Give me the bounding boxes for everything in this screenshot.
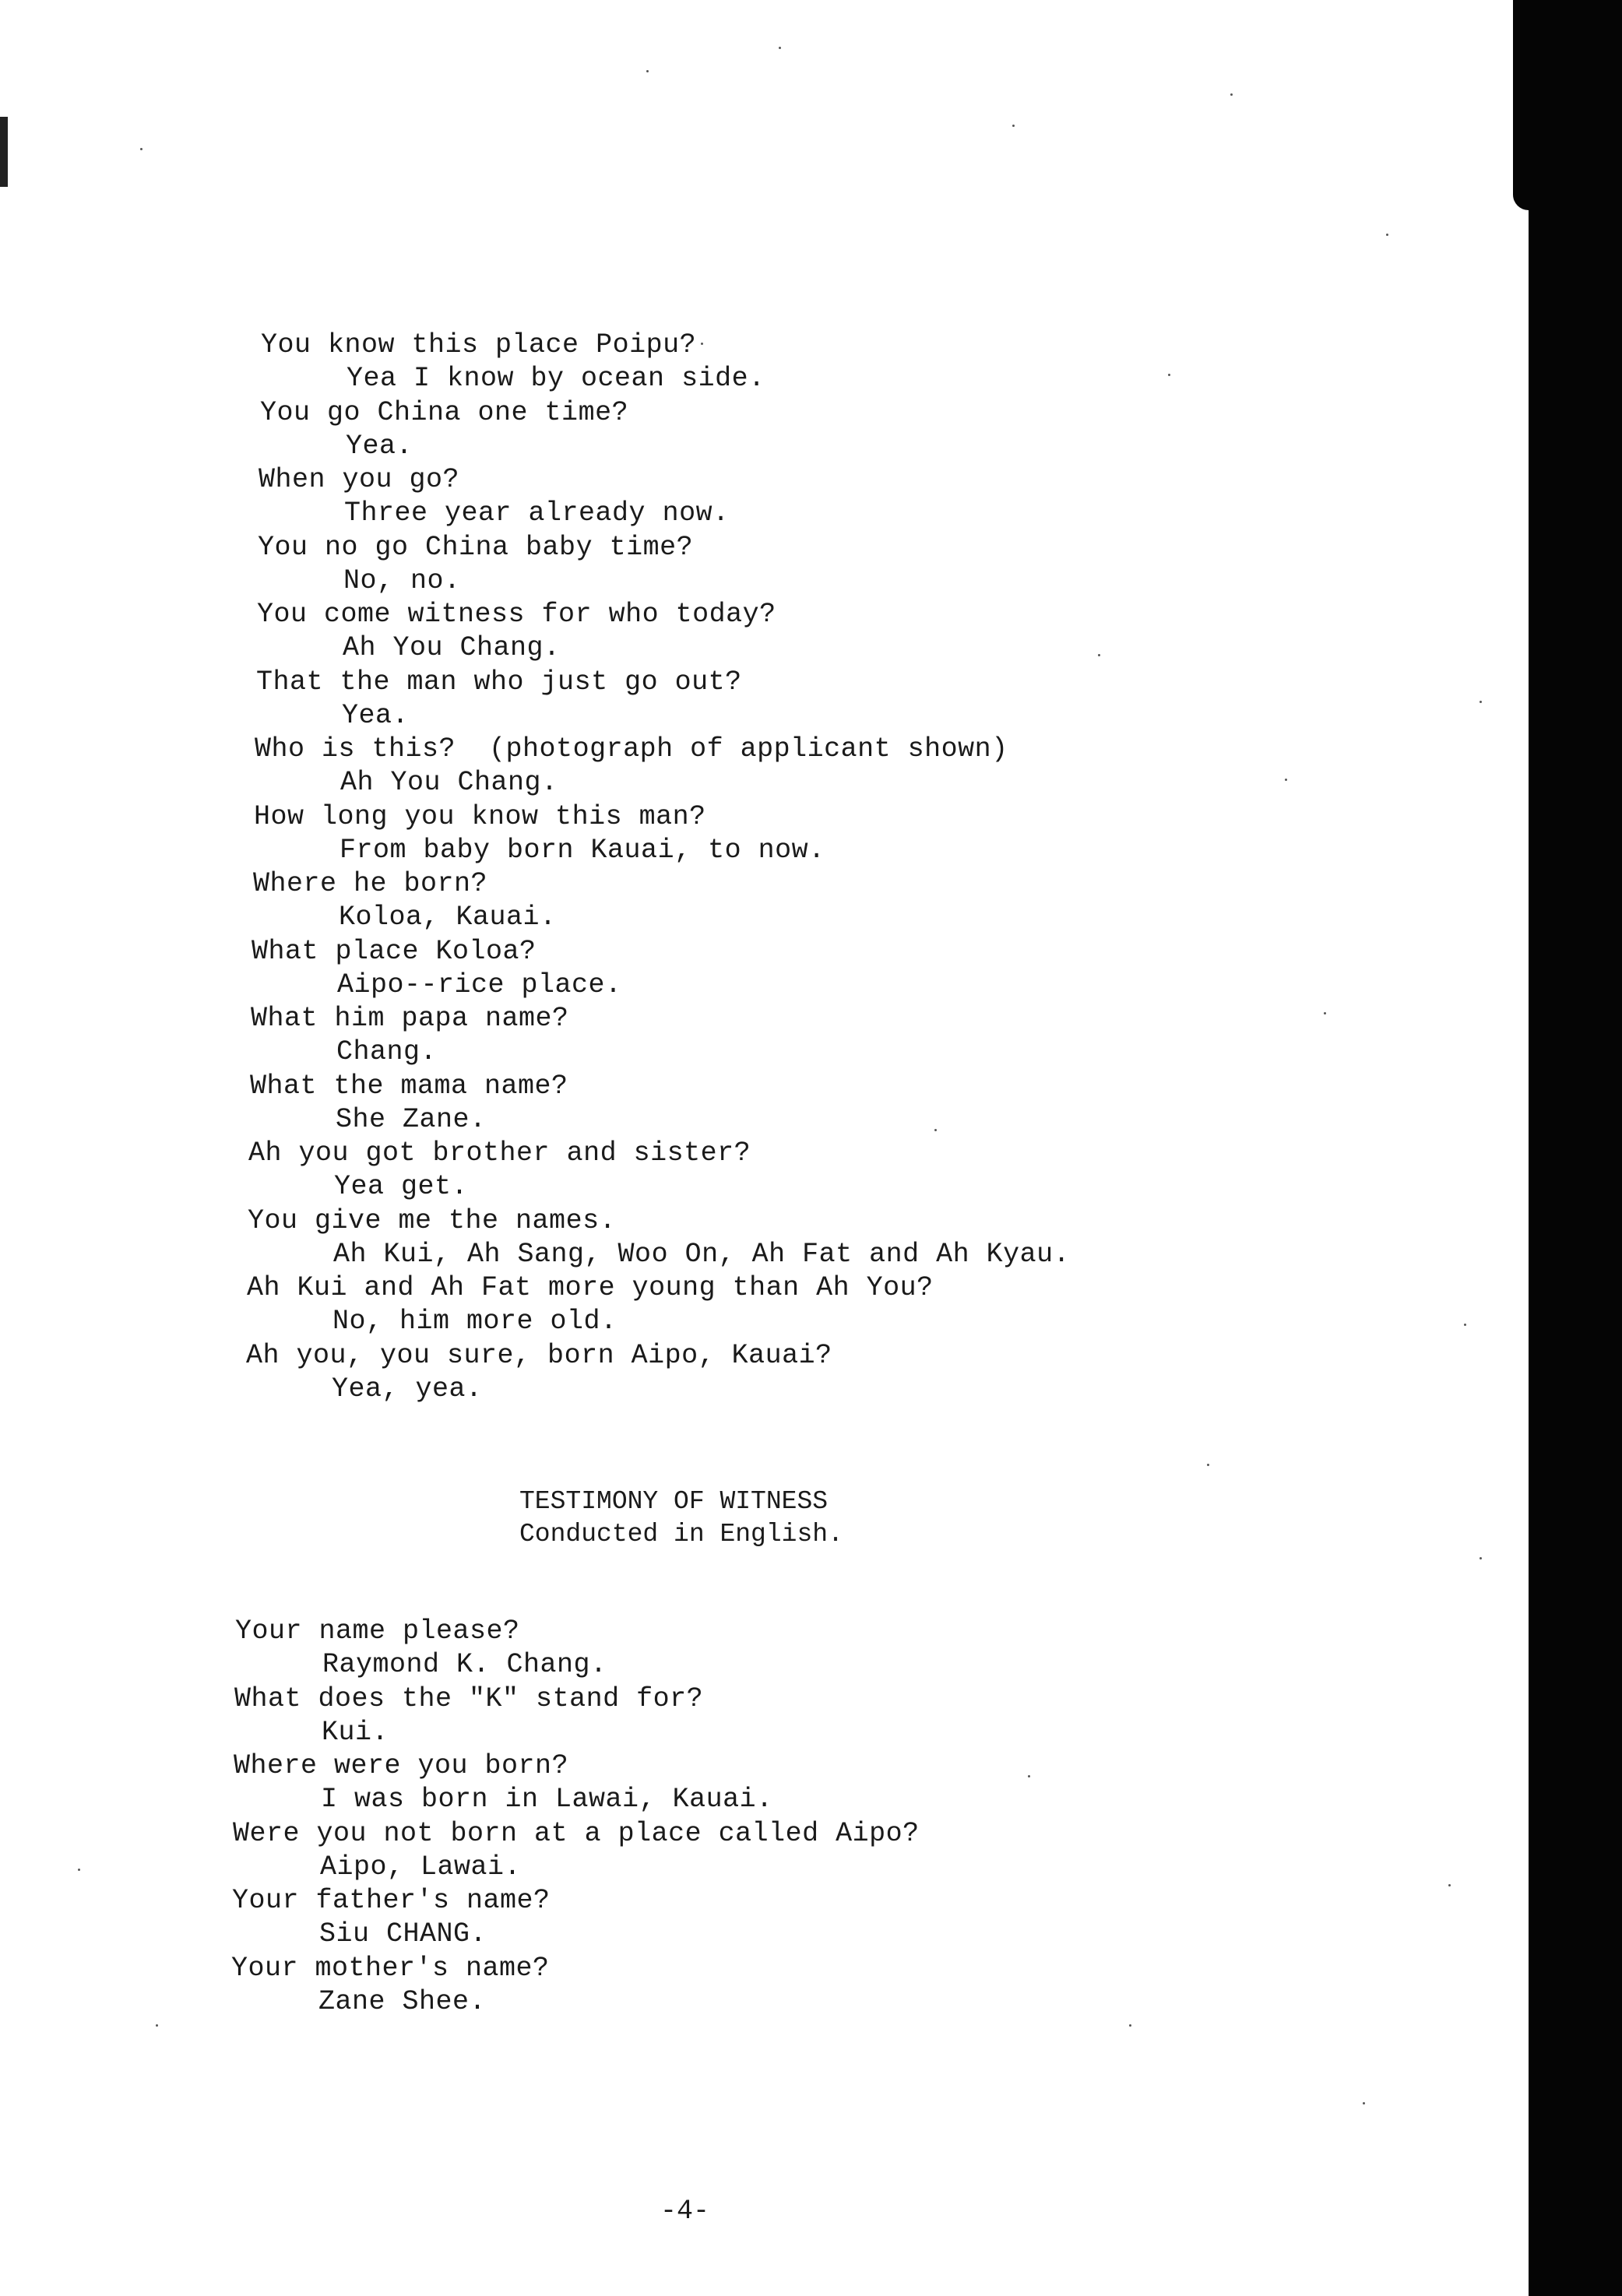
section-heading: TESTIMONY OF WITNESS bbox=[519, 1487, 829, 1516]
scan-speck bbox=[646, 70, 649, 72]
answer-line: From baby born Kauai, to now. bbox=[340, 834, 825, 866]
question-line: Were you not born at a place called Aipo? bbox=[233, 1817, 920, 1849]
scan-edge-left bbox=[0, 117, 8, 187]
answer-line: Koloa, Kauai. bbox=[339, 902, 557, 933]
question-line: What him papa name? bbox=[251, 1003, 569, 1034]
question-line: Your father's name? bbox=[232, 1885, 551, 1916]
scan-speck bbox=[701, 343, 703, 345]
answer-line: Aipo, Lawai. bbox=[320, 1851, 522, 1883]
question-line: That the man who just go out? bbox=[256, 666, 742, 698]
answer-line: Siu CHANG. bbox=[319, 1918, 487, 1950]
answer-line: Aipo--rice place. bbox=[337, 969, 622, 1000]
scan-speck bbox=[1129, 2024, 1131, 2027]
answer-line: No, him more old. bbox=[332, 1306, 617, 1337]
question-line: Ah Kui and Ah Fat more young than Ah You? bbox=[247, 1272, 934, 1303]
question-line: When you go? bbox=[259, 464, 460, 495]
scan-speck bbox=[1230, 93, 1233, 96]
answer-line: Yea get. bbox=[334, 1171, 469, 1202]
answer-line: Yea. bbox=[346, 430, 413, 462]
scan-speck bbox=[1448, 1884, 1451, 1886]
scan-speck bbox=[140, 148, 142, 150]
scan-speck bbox=[1012, 125, 1015, 127]
scan-speck bbox=[1464, 1324, 1466, 1326]
scan-speck bbox=[1168, 374, 1170, 376]
scan-speck bbox=[156, 2024, 158, 2027]
scan-speck bbox=[1207, 1464, 1209, 1466]
answer-line: I was born in Lawai, Kauai. bbox=[321, 1784, 773, 1815]
scan-speck bbox=[934, 1129, 937, 1131]
answer-line: Raymond K. Chang. bbox=[322, 1649, 607, 1680]
scan-edge-right bbox=[1529, 0, 1622, 2296]
scan-speck bbox=[1324, 1012, 1326, 1014]
scan-speck bbox=[78, 1869, 80, 1871]
scan-speck bbox=[1028, 1775, 1030, 1777]
scan-speck bbox=[1480, 701, 1482, 703]
question-line: Your name please? bbox=[235, 1616, 520, 1647]
question-line: You give me the names. bbox=[248, 1204, 617, 1236]
question-line: Who is this? (photograph of applicant shown) bbox=[255, 733, 1008, 765]
scan-speck bbox=[1363, 2102, 1365, 2104]
answer-line: She Zane. bbox=[336, 1103, 487, 1135]
answer-line: Ah Kui, Ah Sang, Woo On, Ah Fat and Ah Kyau. bbox=[333, 1238, 1071, 1270]
answer-line: No, no. bbox=[343, 564, 461, 596]
scan-speck bbox=[1285, 779, 1287, 781]
answer-line: Kui. bbox=[322, 1716, 389, 1748]
scan-speck bbox=[1098, 654, 1100, 656]
question-line: What place Koloa? bbox=[252, 935, 537, 967]
question-line: Where were you born? bbox=[234, 1750, 569, 1781]
question-line: You go China one time? bbox=[260, 396, 629, 428]
answer-line: Yea, yea. bbox=[332, 1373, 483, 1405]
answer-line: Ah You Chang. bbox=[343, 632, 561, 663]
page-number: -4- bbox=[660, 2196, 710, 2227]
answer-line: Zane Shee. bbox=[318, 1985, 487, 2017]
section-subheading: Conducted in English. bbox=[519, 1520, 843, 1549]
question-line: Where he born? bbox=[253, 868, 488, 899]
question-line: What does the "K" stand for? bbox=[234, 1682, 704, 1714]
question-line: You come witness for who today? bbox=[257, 599, 776, 630]
question-line: Your mother's name? bbox=[231, 1952, 550, 1984]
answer-line: Three year already now. bbox=[344, 498, 730, 529]
scan-edge-notch bbox=[1513, 0, 1529, 210]
answer-line: Chang. bbox=[336, 1036, 438, 1067]
scan-speck bbox=[779, 47, 781, 49]
question-line: Ah you, you sure, born Aipo, Kauai? bbox=[246, 1339, 832, 1371]
question-line: You know this place Poipu? bbox=[261, 329, 697, 360]
question-line: How long you know this man? bbox=[254, 800, 706, 832]
scan-speck bbox=[1386, 234, 1388, 236]
question-line: What the mama name? bbox=[250, 1070, 568, 1102]
question-line: Ah you got brother and sister? bbox=[248, 1137, 751, 1169]
answer-line: Ah You Chang. bbox=[340, 767, 558, 798]
answer-line: Yea I know by ocean side. bbox=[347, 363, 765, 394]
question-line: You no go China baby time? bbox=[258, 531, 694, 563]
answer-line: Yea. bbox=[342, 699, 410, 731]
scan-speck bbox=[1480, 1557, 1482, 1559]
